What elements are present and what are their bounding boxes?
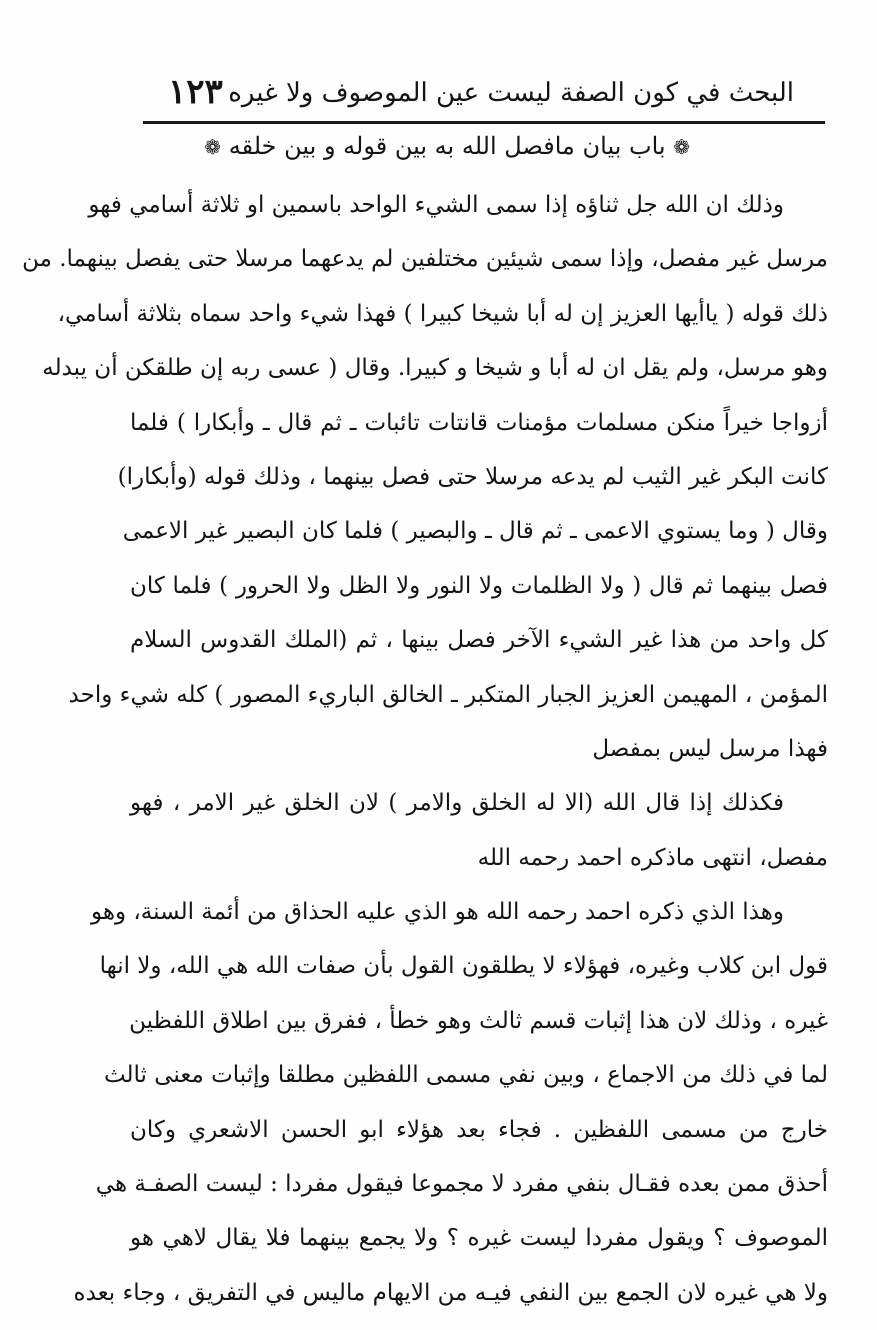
text-line: كانت البكر غير الثيب لم يدعه مرسلا حتى فصل بينهما ، وذلك قوله (وأبكارا) [117,463,828,490]
text-line: المؤمن ، المهيمن العزيز الجبار المتكبر ـ الخالق الباريء المصور ) كله شيء واحد [68,681,828,708]
text-line: فصل بينهما ثم قال ( ولا الظلمات ولا النور ولا الظل ولا الحرور ) فلما كان [130,572,828,599]
text-line: ولا هي غيره لان الجمع بين النفي فيـه من الايهام ماليس في التفريق ، وجاء بعده [73,1279,828,1306]
rosette-ornament-icon: ❁ [204,135,222,159]
text-line: وذلك ان الله جل ثناؤه إذا سمى الشيء الواحد باسمين او ثلاثة أسامي فهو [88,192,784,218]
text-line: وقال ( وما يستوي الاعمى ـ ثم قال ـ والبصير ) فلما كان البصير غير الاعمى [122,518,828,545]
text-line: الموصوف ؟ ويقول مفردا ليست غيره ؟ ولا يجمع بينهما فلا يقال لاهي هو [130,1225,828,1252]
text-line: خارج من مسمى اللفظين . فجاء بعد هؤلاء ابو الحسن الاشعري وكان [130,1116,828,1143]
running-title: البحث في كون الصفة ليست عين الموصوف ولا غيره [228,78,794,108]
text-line: وهو مرسل، ولم يقل ان له أبا و شيخا و كبيرا. وقال ( عسى ربه إن طلقكن أن يبدله [42,355,828,382]
text-line: وهذا الذي ذكره احمد رحمه الله هو الذي عليه الحذاق من أئمة السنة، وهو [90,899,784,926]
text-line: قول ابن كلاب وغيره، فهؤلاء لا يطلقون القول بأن صفات الله هي الله، ولا انها [99,953,828,980]
text-line: فهذا مرسل ليس بمفصل [592,735,828,762]
section-heading-text: باب بيان مافصل الله به بين قوله و بين خلقه [228,132,666,160]
text-line: مرسل غير مفصل، وإذا سمى شيئين مختلفين لم يدعهما مرسلا حتى يفصل بينهما. من [22,246,828,273]
text-line: مفصل، انتهى ماذكره احمد رحمه الله [477,844,828,871]
text-line: كل واحد من هذا غير الشيء الآخر فصل بينها ، ثم (الملك القدوس السلام [130,627,828,654]
section-heading [204,132,690,176]
running-header [140,70,824,122]
page-number: ١٢٣ [168,72,223,112]
text-line: أحذق ممن بعده فقـال بنفي مفرد لا مجموعا فيقول مفردا : ليست الصفـة هي [95,1171,828,1198]
text-line: غيره ، وذلك لان هذا إثبات قسم ثالث وهو خطأ ، ففرق بين اطلاق اللفظين [129,1007,828,1034]
rosette-ornament-icon: ❁ [673,135,690,159]
body-text [22,178,828,1320]
text-line: أزواجا خيراً منكن مسلمات مؤمنات قانتات تائبات ـ ثم قال ـ وأبكارا ) فلما [130,409,828,436]
text-line: فكذلك إذا قال الله (الا له الخلق والامر ) لان الخلق غير الامر ، فهو [130,790,784,817]
text-line: لما في ذلك من الاجماع ، وبين نفي مسمى اللفظين مطلقا وإثبات معنى ثالث [103,1062,828,1089]
header-rule [143,121,825,124]
text-line: ذلك قوله ( ياأيها العزيز إن له أبا شيخا كبيرا ) فهذا شيء واحد سماه بثلاثة أسامي، [57,300,828,327]
